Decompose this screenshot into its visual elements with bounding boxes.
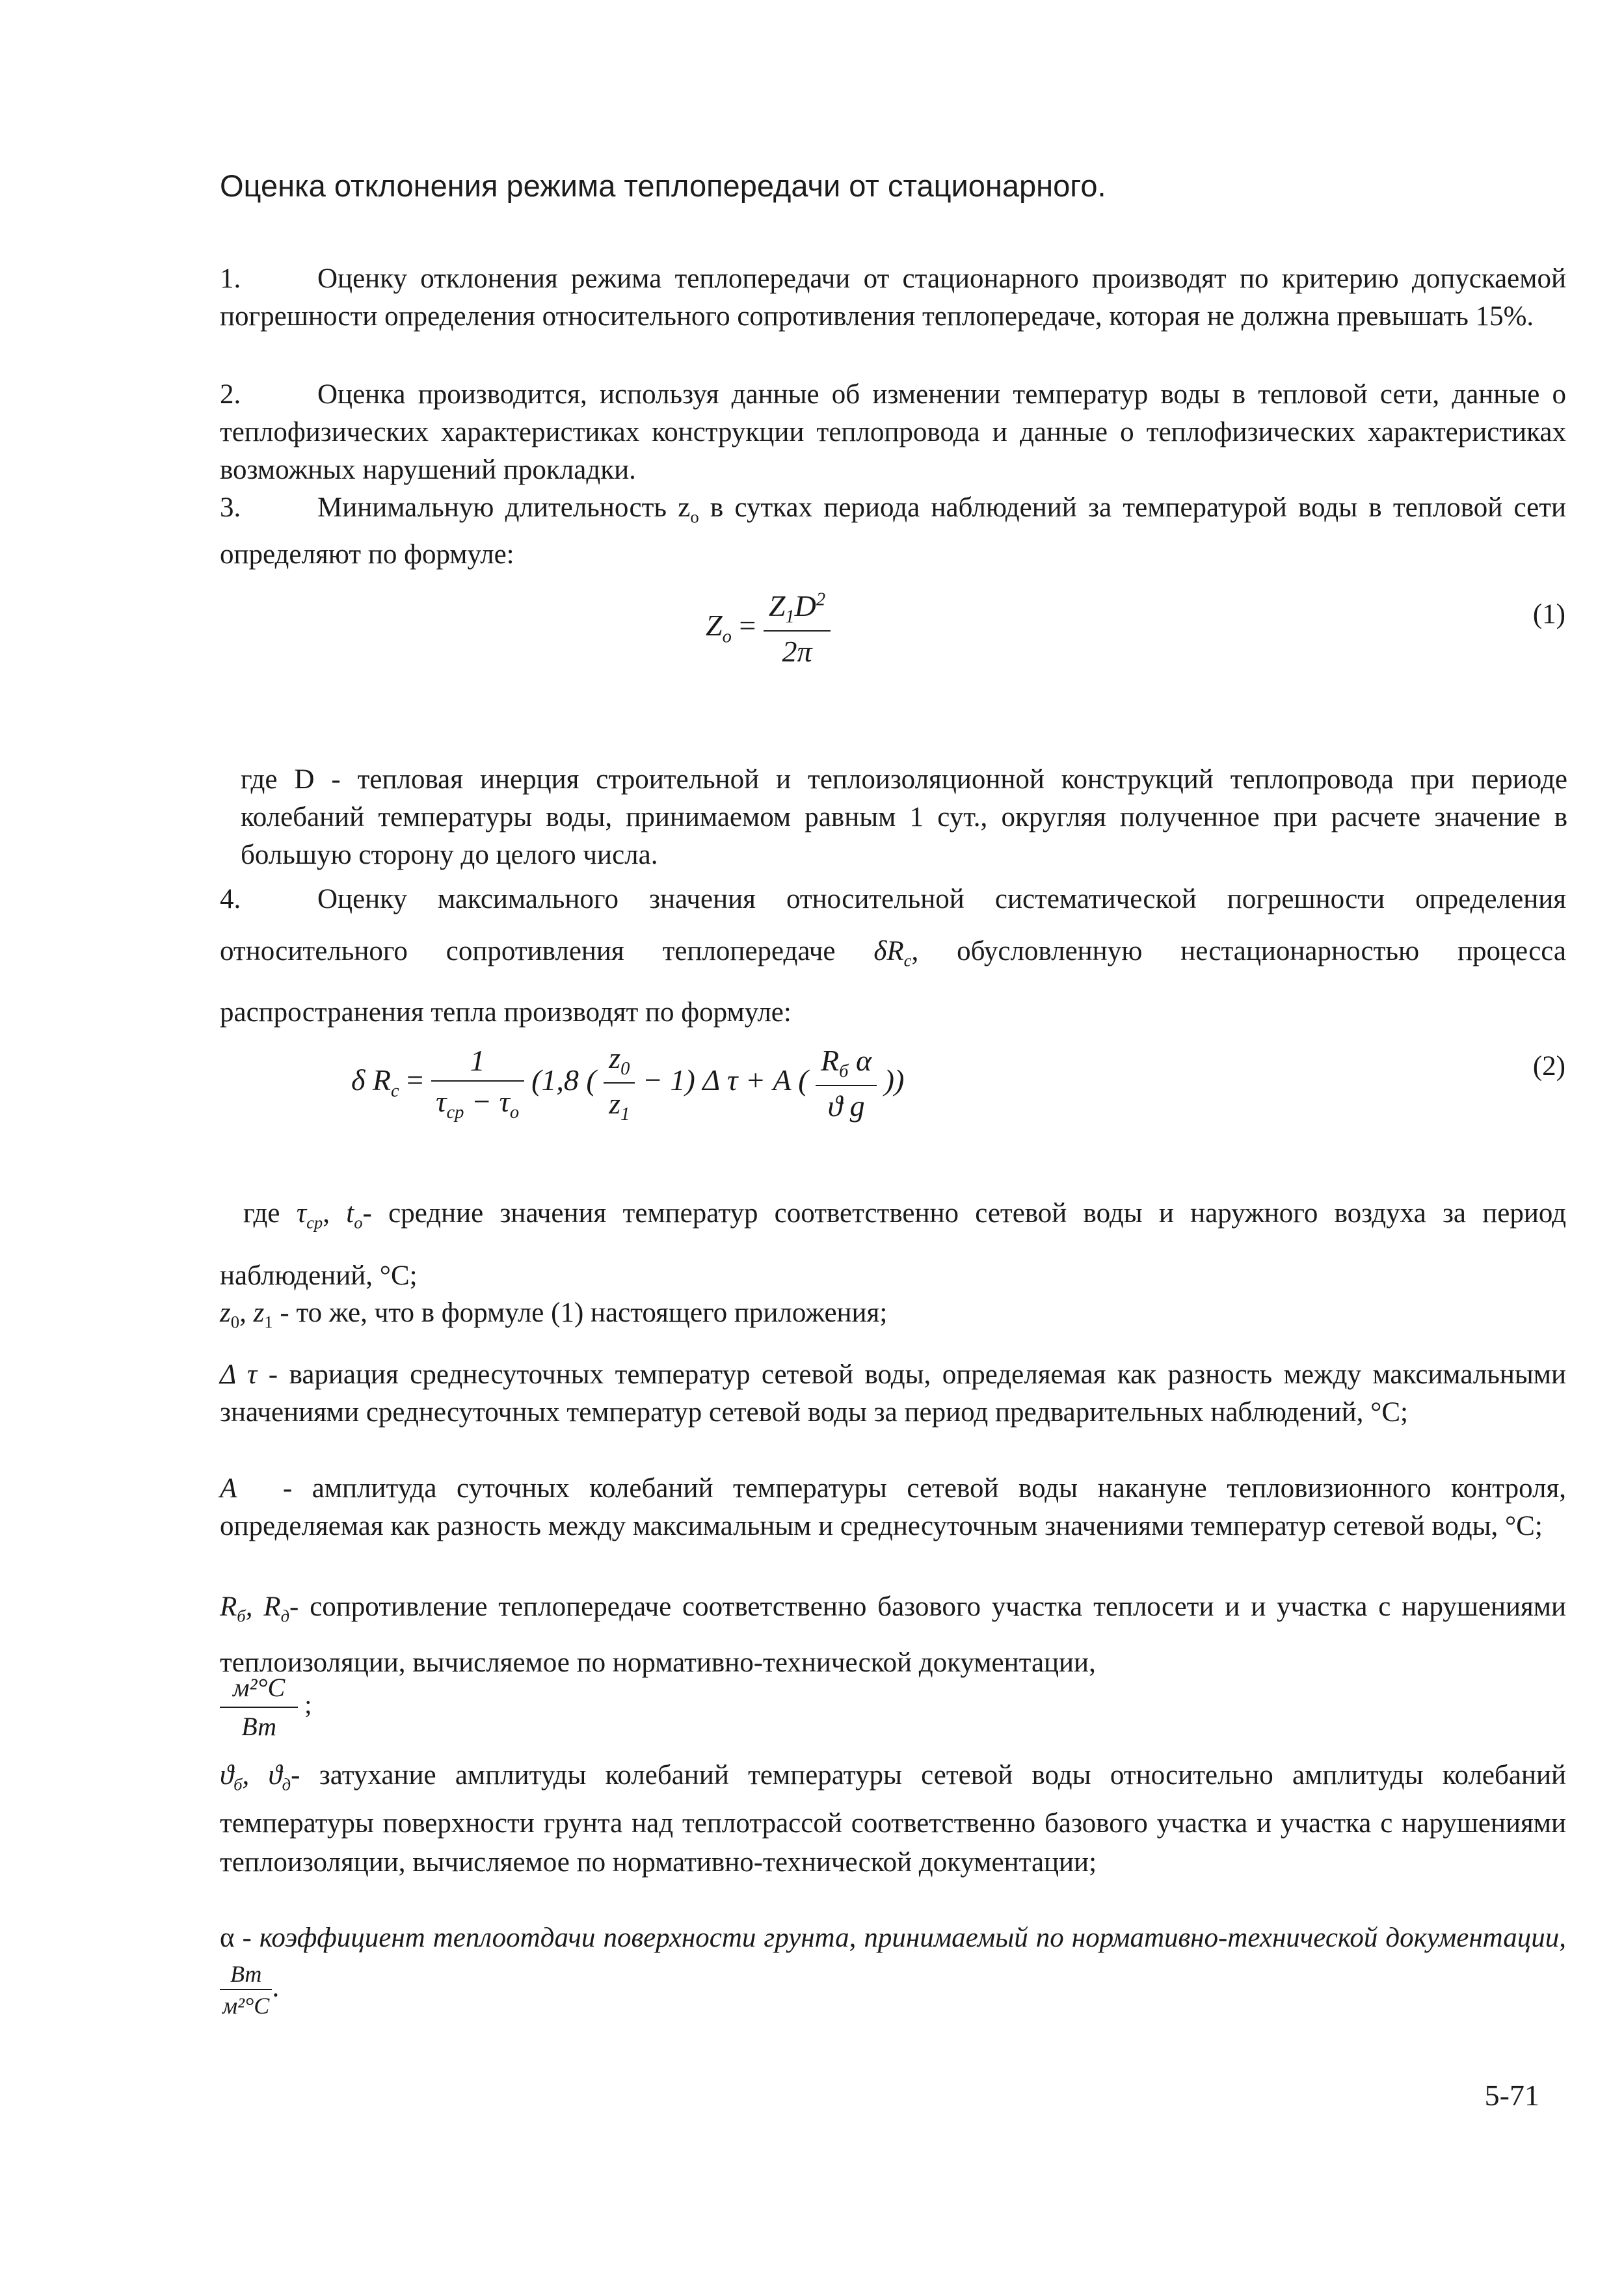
page-number: 5-71 xyxy=(1484,2079,1539,2112)
eq-symbol: R xyxy=(821,1043,840,1077)
definition-z xyxy=(220,1294,1566,1341)
item-number: 3. xyxy=(220,492,241,523)
eq-denominator: 2π xyxy=(782,635,812,669)
eq-symbol: − τ xyxy=(471,1084,510,1118)
eq-symbol: , ϑ xyxy=(242,1760,282,1791)
eq-symbol: (1,8 ( xyxy=(531,1063,596,1097)
definition-text: - затухание амплитуды колебаний температуры сетевой воды относительно амплитуды колебаний температуры поверхности грунта над теплотрассой соответственно базового участка и участка с нарушениями теплоизоляции, вычисляемое по нормативно-технической документации; xyxy=(220,1760,1567,1878)
eq-subscript: б xyxy=(233,1774,243,1794)
eq-symbol: α xyxy=(856,1043,872,1077)
eq-symbol: Z xyxy=(768,589,786,622)
paragraph-text: Минимальную длительность z xyxy=(317,492,691,523)
eq-subscript: 1 xyxy=(264,1312,273,1332)
eq-subscript: д xyxy=(280,1606,290,1626)
equation-2: δ $R_c$ = $\frac{1}{\tau_{ср} - \tau_o}$ (1,8 ( $\frac{z_0}{z_1}$ − 1) Δ τ + A ( $\frac{R_б \alpha}{\text{ϑ g}}$ )) xyxy=(351,1041,905,1125)
eq-superscript: 2 xyxy=(816,589,826,610)
definition-alpha xyxy=(220,1915,1566,2019)
definition-text: - амплитуда суточных колебаний температуры сетевой воды накануне тепловизионного контроля, определяемая как разность между максимальным и среднесуточным значениями температур сетевой воды, °С; xyxy=(220,1473,1566,1541)
eq-subscript: о xyxy=(354,1212,363,1232)
eq-subscript: 0 xyxy=(230,1312,240,1332)
eq-symbol: τ xyxy=(436,1084,447,1118)
item-number: 2. xyxy=(220,379,241,410)
eq-symbol: , z xyxy=(239,1298,265,1328)
eq-symbol: α xyxy=(220,1923,235,1953)
eq-subscript: д xyxy=(282,1774,291,1794)
eq-symbol: t xyxy=(346,1198,354,1229)
eq-symbol: Z xyxy=(706,609,723,643)
eq-subscript: 0 xyxy=(620,1059,630,1080)
unit-fraction xyxy=(220,1671,298,1743)
eq-symbol: Δ τ xyxy=(220,1359,258,1390)
item-number: 4. xyxy=(220,884,241,914)
definition-r xyxy=(220,1584,1566,1686)
eq-symbol: z xyxy=(609,1087,621,1121)
definition-text: . xyxy=(272,1972,280,2003)
unit-fraction xyxy=(220,1961,272,2019)
paragraph-text: в сутках периода наблюдений за температурой воды в тепловой сети определяют по формуле: xyxy=(220,492,1566,570)
eq-numerator: 1 xyxy=(431,1043,524,1082)
item-number: 1. xyxy=(220,263,241,294)
eq-symbol: δ R xyxy=(351,1063,391,1097)
eq-fraction xyxy=(816,1043,877,1123)
paragraph-2 xyxy=(220,376,1566,489)
eq-symbol: , R xyxy=(245,1591,281,1622)
definition-text: - то же, что в формуле (1) настоящего приложения; xyxy=(273,1298,888,1328)
definition-tau xyxy=(220,1187,1566,1303)
paragraph-1 xyxy=(220,260,1566,336)
paragraph-text: , обусловленную нестационарностью процесса распространения тепла производят по формуле: xyxy=(220,936,1566,1028)
eq-subscript: ср xyxy=(446,1102,464,1123)
equation-number: (1) xyxy=(1532,599,1565,630)
subscript: o xyxy=(690,507,699,527)
paragraph-text: Оценку отклонения режима теплопередачи от стационарного производят по критерию допускаемой погрешности определения относительного сопротивления теплопередаче, которая не должна превышать 15%. xyxy=(220,263,1566,332)
eq-subscript: б xyxy=(839,1061,849,1082)
eq-fraction xyxy=(764,589,831,669)
paragraph-text: Оценка производится, используя данные об изменении температур воды в тепловой сети, данные о теплофизических характеристиках конструкции теплопровода и данные о теплофизических характеристиках возможных нарушений прокладки. xyxy=(220,379,1566,485)
eq-subscript: c xyxy=(903,950,912,970)
page-title: Оценка отклонения режима теплопередачи от стационарного. xyxy=(220,168,1106,203)
eq-subscript: o xyxy=(509,1102,520,1123)
unit-numerator: м²°С xyxy=(220,1671,298,1708)
eq-subscript: ср xyxy=(306,1212,323,1232)
unit-denominator: м²°С xyxy=(222,1993,270,2019)
eq-denominator: ϑ g xyxy=(827,1089,865,1123)
definition-text: где xyxy=(243,1198,297,1229)
eq-subscript: c xyxy=(390,1080,399,1101)
paragraph-text: Оценку максимального значения относительной систематической погрешности определения относительного сопротивления теплопередаче xyxy=(220,884,1566,966)
definition-text: - средние значения температур соответственно сетевой воды и наружного воздуха за период наблюдений, °С; xyxy=(220,1198,1567,1291)
eq-subscript: o xyxy=(722,626,732,647)
eq-symbol: z xyxy=(609,1041,621,1074)
paragraph-4 xyxy=(220,873,1566,1039)
eq-symbol: δR xyxy=(873,936,904,966)
definition-delta-tau xyxy=(220,1356,1566,1431)
equation-1: $Z_o$ = $\frac{Z_1D^2}{2\pi}$ xyxy=(706,589,831,669)
equation-number: (2) xyxy=(1532,1051,1565,1082)
eq-subscript: 1 xyxy=(620,1104,630,1125)
eq-symbol: τ xyxy=(296,1198,307,1229)
paragraph-3 xyxy=(220,489,1566,574)
definition-a xyxy=(220,1470,1566,1545)
unit-numerator: Вт xyxy=(220,1961,272,1990)
eq-symbol: ϑ xyxy=(220,1760,234,1791)
unit-denominator: Вт xyxy=(241,1712,276,1741)
definition-text: - вариация среднесуточных температур сетевой воды, определяемая как разность между максимальными значениями среднесуточных температур сетевой воды за период предварительных наблюдений, °С; xyxy=(220,1359,1566,1428)
eq-symbol: z xyxy=(220,1298,231,1328)
eq-symbol: D xyxy=(794,589,816,622)
eq-symbol: − 1) Δ τ + A ( xyxy=(642,1063,808,1097)
eq-fraction xyxy=(431,1043,524,1123)
definition-text: , xyxy=(323,1198,347,1229)
unit-r xyxy=(220,1671,480,1743)
definition-theta xyxy=(220,1756,1566,1882)
eq-symbol: R xyxy=(220,1591,237,1622)
definition-text: - коэффициент теплоотдачи поверхности грунта, принимаемый по нормативно-технической документации, xyxy=(234,1923,1566,1953)
eq-symbol: )) xyxy=(884,1063,905,1097)
eq-subscript: 1 xyxy=(785,607,795,628)
eq-subscript: б xyxy=(237,1606,246,1626)
eq-fraction xyxy=(604,1041,635,1125)
eq-symbol: A xyxy=(220,1473,237,1504)
definition-text: - сопротивление теплопередаче соответственно базового участка теплосети и и участка с нарушениями теплоизоляции, вычисляемое по нормативно-технической документации, xyxy=(220,1591,1566,1678)
paragraph-d-definition: где D - тепловая инерция строительной и теплоизоляционной конструкций теплопровода при периоде колебаний температуры воды, принимаемом равным 1 сут., округляя полученное при расчете значение в большую сторону до целого числа. xyxy=(241,764,1567,870)
definition-text: ; xyxy=(304,1690,312,1720)
